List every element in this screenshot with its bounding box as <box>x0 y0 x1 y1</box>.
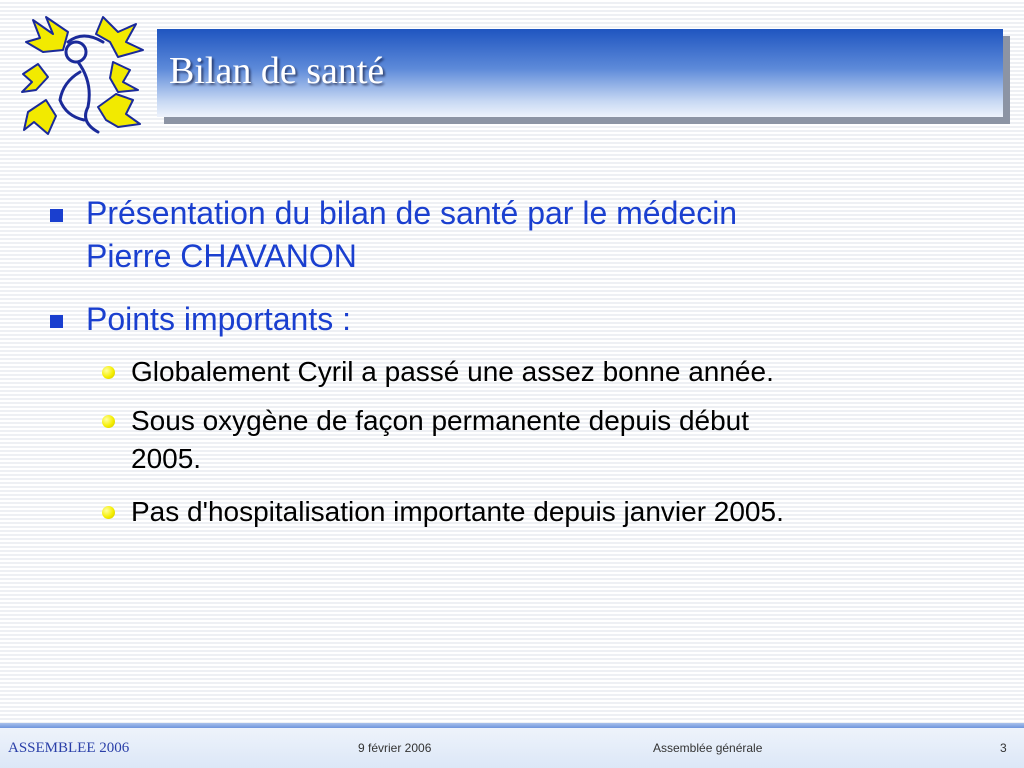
sub-bullet-item <box>131 402 951 478</box>
bullet-item <box>86 298 946 341</box>
sub-bullet-text-line: Pas d'hospitalisation importante depuis janvier 2005. <box>131 496 784 527</box>
bullet-text-line: Pierre CHAVANON <box>86 238 357 274</box>
figure-drawing <box>60 36 103 132</box>
sub-bullet-text-line: 2005. <box>131 443 202 474</box>
footer-meeting-name: Assemblée générale <box>653 741 763 755</box>
sub-bullet-dot-icon <box>102 366 115 379</box>
slide-number: 3 <box>1000 741 1007 755</box>
sub-bullet-dot-icon <box>102 506 115 519</box>
sub-bullet-dot-icon <box>102 415 115 428</box>
slide-footer <box>0 728 1024 768</box>
bullet-text-line: Points importants : <box>86 301 351 337</box>
bullet-square-icon <box>50 209 63 222</box>
footer-event-name: ASSEMBLEE 2006 <box>8 740 130 756</box>
slide-title: Bilan de santé <box>169 50 385 92</box>
footer-date: 9 février 2006 <box>358 741 432 755</box>
title-bar <box>157 29 1003 117</box>
sub-bullet-text-line: Globalement Cyril a passé une assez bonne année. <box>131 356 774 387</box>
bullet-text-line: Présentation du bilan de santé par le médecin <box>86 195 738 231</box>
association-logo <box>18 12 148 140</box>
sub-bullet-item <box>131 353 951 391</box>
sub-bullet-item <box>131 493 951 531</box>
sub-bullet-text-line: Sous oxygène de façon permanente depuis début <box>131 405 750 436</box>
bullet-square-icon <box>50 315 63 328</box>
bullet-item <box>86 192 946 278</box>
